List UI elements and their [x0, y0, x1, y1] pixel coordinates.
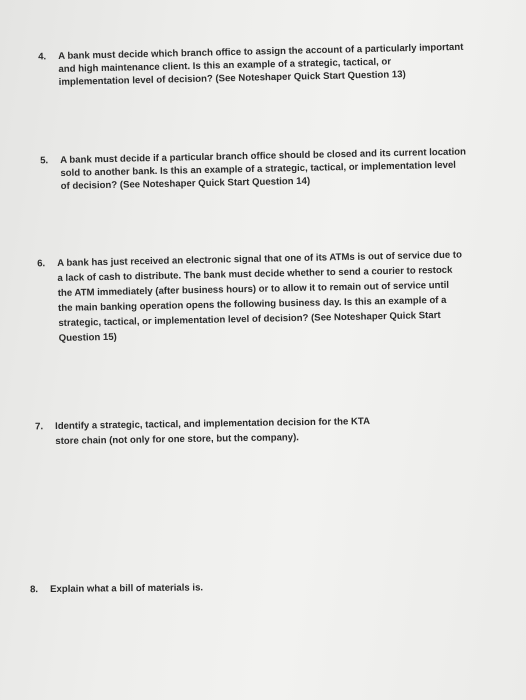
- question-5: [40, 145, 491, 193]
- question-4-text: A bank must decide which branch office to assign the account of a particularly important and high maintenance client. Is this an example of a strategic, tactical, or implementation level of decision? (See Noteshaper Quick Start Question 13): [58, 41, 464, 88]
- question-7: [35, 412, 475, 449]
- question-5-number: 5.: [40, 155, 49, 167]
- question-6-text: A bank has just received an electronic signal that one of its ATMs is out of service due to a lack of cash to distribute. The bank must decide whether to send a courier to restock the ATM immediately (after business hours) or to allow it to remain out of service until the main banking operation opens the following business day. Is this an example of a strategic, tactical, or implementation level of decision? (See Noteshaper Quick Start Question 15): [57, 249, 462, 344]
- question-6-number: 6.: [37, 258, 46, 270]
- question-7-number: 7.: [35, 421, 44, 433]
- question-7-text: Identify a strategic, tactical, and implementation decision for the KTA store chain (not only for one store, but the company).: [55, 416, 371, 447]
- question-6: [37, 247, 499, 346]
- question-4-number: 4.: [38, 51, 47, 63]
- question-8-text: Explain what a bill of materials is.: [50, 582, 204, 595]
- question-8: [30, 580, 350, 596]
- question-4: [38, 40, 489, 89]
- question-8-number: 8.: [30, 584, 39, 596]
- question-5-text: A bank must decide if a particular branch office should be closed and its current location sold to another bank. Is this an example of a strategic, tactical, or implementation level of decision? (See Noteshaper Quick Start Question 14): [60, 146, 467, 192]
